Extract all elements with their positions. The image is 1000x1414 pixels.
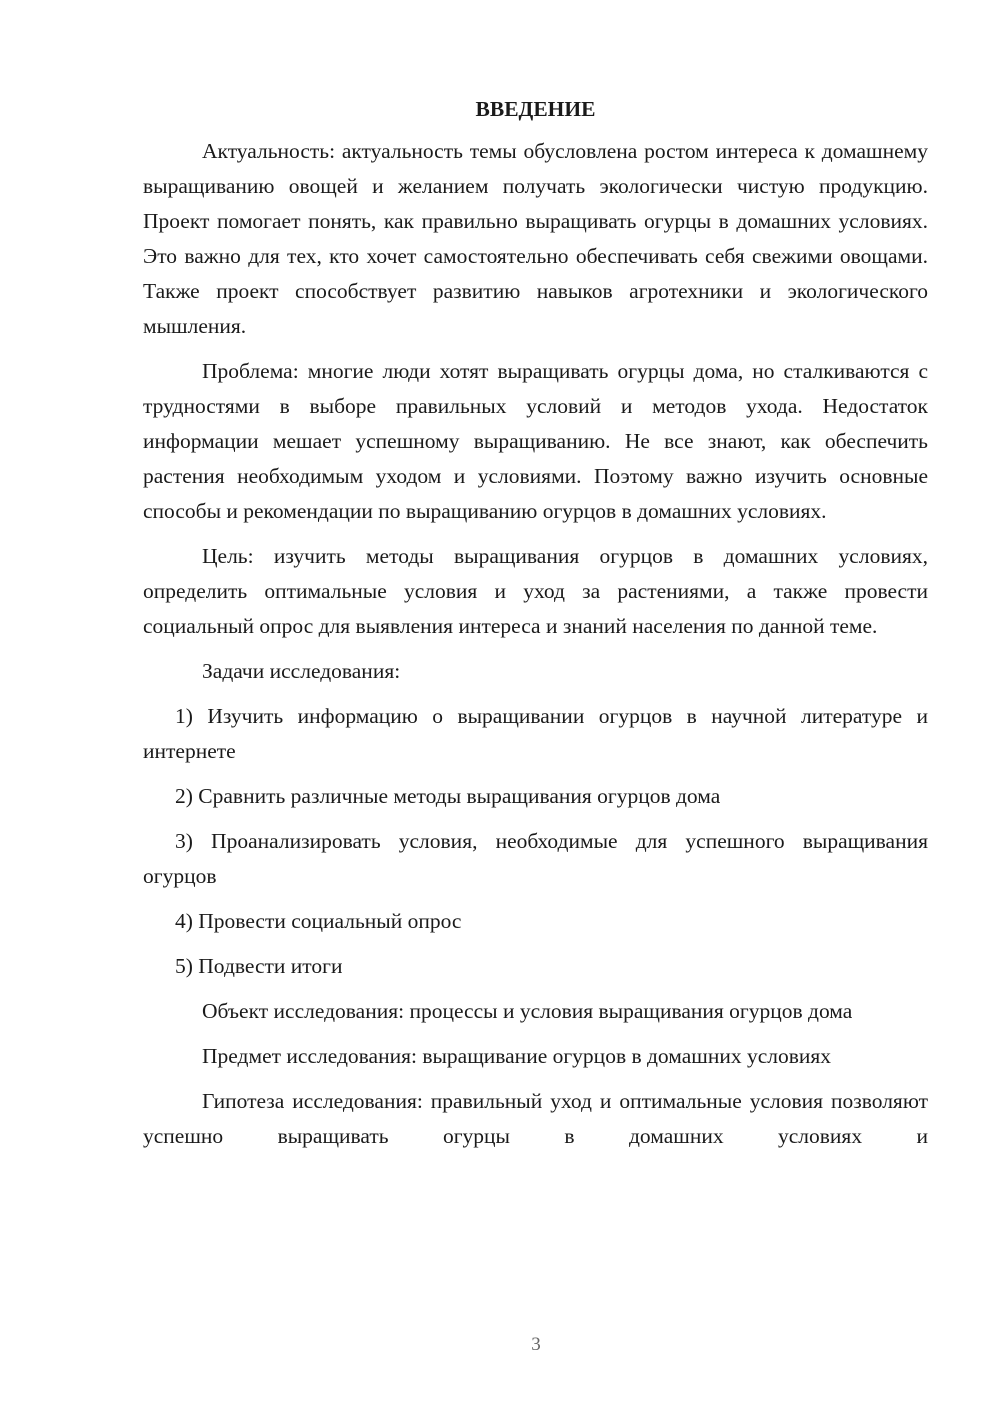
list-item: 1) Изучить информацию о выращивании огурцов в научной литературе и интернете	[143, 704, 928, 763]
section-title: ВВЕДЕНИЕ	[475, 97, 596, 121]
tasks-heading: Задачи исследования:	[202, 659, 401, 683]
problem-paragraph: Проблема: многие люди хотят выращивать огурцы дома, но сталкиваются с трудностями в выборе правильных условий и методов ухода. Недостаток информации мешает успешному выращиванию. Не все знают, как обеспечить растения необходимым уходом и условиями. Поэтому важно изучить основные способы и рекомендации по выращиванию огурцов в домашних условиях.	[143, 359, 928, 523]
list-item: 2) Сравнить различные методы выращивания огурцов дома	[175, 784, 721, 808]
page-number: 3	[531, 1334, 541, 1355]
research-subject-paragraph: Предмет исследования: выращивание огурцов в домашних условиях	[202, 1044, 832, 1068]
goal-paragraph: Цель: изучить методы выращивания огурцов в домашних условиях, определить оптимальные условия и уход за растениями, а также провести социальный опрос для выявления интереса и знаний населения по данной теме.	[143, 544, 928, 638]
list-item: 5) Подвести итоги	[175, 954, 343, 978]
relevance-paragraph: Актуальность: актуальность темы обусловлена ростом интереса к домашнему выращиванию овощей и желанием получать экологически чистую продукцию. Проект помогает понять, как правильно выращивать огурцы в домашних условиях. Это важно для тех, кто хочет самостоятельно обеспечивать себя свежими овощами. Также проект способствует развитию навыков агротехники и экологического мышления.	[143, 139, 928, 338]
list-item: 3) Проанализировать условия, необходимые для успешного выращивания огурцов	[143, 829, 928, 888]
hypothesis-paragraph: Гипотеза исследования: правильный уход и оптимальные условия позволяют успешно выращивать огурцы в домашних условиях и	[143, 1089, 928, 1148]
list-item: 4) Провести социальный опрос	[175, 909, 462, 933]
research-object-paragraph: Объект исследования: процессы и условия выращивания огурцов дома	[202, 999, 853, 1023]
tasks-list	[143, 699, 928, 984]
document-page	[143, 92, 928, 1154]
